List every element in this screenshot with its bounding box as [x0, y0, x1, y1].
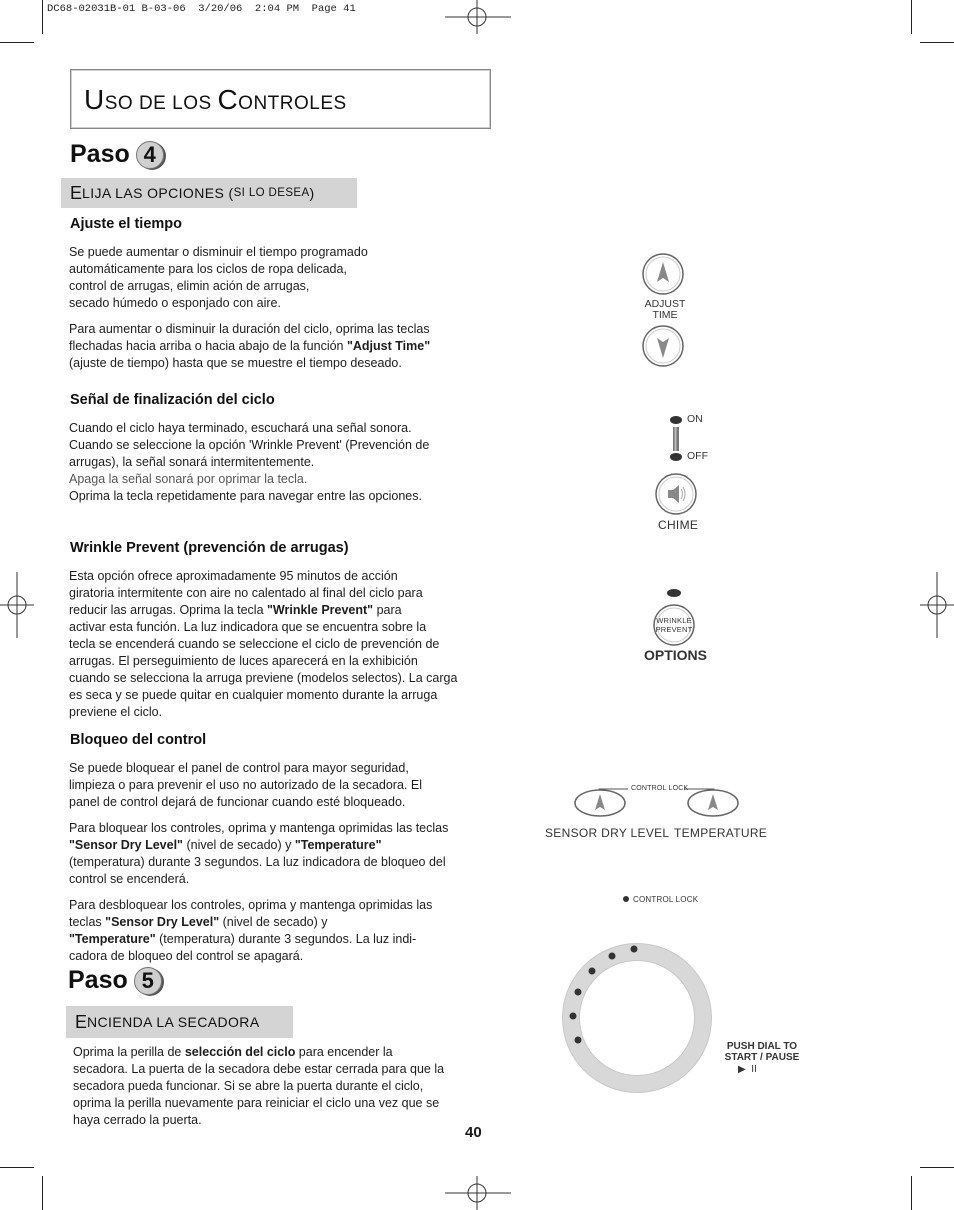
- heading-adjust-time: Ajuste el tiempo: [70, 216, 182, 232]
- push-dial-label: PUSH DIAL TO START / PAUSE: [724, 1041, 800, 1063]
- registration-mark-right: [920, 572, 954, 638]
- paragraph-wrinkle: Esta opción ofrece aproximadamente 95 minutos de acción giratoria intermitente con aire no calentado al final del ciclo para reducir las arrugas. Oprima la tecla "Wrinkle Prevent" para activar esta función. La luz indicadora que se encuentra sobre la tecla se encenderá cuando se seleccione el ciclo de prevención de arrugas. El perseguimiento de luces aparecerá en la exhibición cuando se selecciona la arruga previene (modelos selectos). La carga es seca y se puede quitar en cualquier momento durante la arruga previene el ciclo.: [69, 569, 458, 719]
- wrinkle-prevent-button-label: WRINKLE PREVENT: [655, 616, 693, 634]
- off-label: OFF: [687, 450, 708, 462]
- start-pause-icon: ▶ II: [738, 1064, 757, 1075]
- paragraph-signal: Cuando el ciclo haya terminado, escuchará una señal sonora. Cuando se seleccione la opción 'Wrinkle Prevent' (Prevención de arrugas), la señal sonará intermitentemente. Apaga la señal sonará por oprimar la tecla. Oprima la tecla repetidamente para navegar entre las opciones.: [69, 421, 430, 503]
- heading-end-signal: Señal de finalización del ciclo: [70, 392, 275, 408]
- cycle-selector-dial[interactable]: [562, 943, 712, 1093]
- paragraph-lock-2: Para bloquear los controles, oprima y mantenga oprimidas las teclas "Sensor Dry Level" (nivel de secado) y "Temperature" (temperatura) durante 3 segundos. La luz indicadora de bloqueo del control se encenderá.: [69, 821, 449, 886]
- control-lock-indicator-dot: [623, 896, 629, 902]
- step-number-badge: 4: [136, 141, 164, 169]
- registration-mark-bottom: [445, 1176, 511, 1210]
- registration-mark-left: [0, 572, 34, 638]
- sensor-dry-level-button[interactable]: [573, 788, 627, 818]
- sensor-dry-level-label: SENSOR DRY LEVEL: [545, 826, 670, 840]
- control-lock-bracket-label: CONTROL LOCK: [631, 785, 689, 792]
- crop-mark: [920, 1167, 954, 1168]
- step-4-heading: Paso 4: [70, 140, 164, 169]
- control-lock-indicator-label: CONTROL LOCK: [633, 895, 699, 904]
- wrinkle-prevent-indicator: [666, 588, 682, 598]
- crop-mark: [0, 42, 34, 43]
- crop-mark: [0, 1167, 34, 1168]
- chime-label: CHIME: [658, 518, 699, 532]
- crop-mark: [911, 0, 912, 34]
- temperature-button[interactable]: [686, 788, 740, 818]
- paragraph-lock-1: Se puede bloquear el panel de control para mayor seguridad, limpieza o para prevenir el uso no autorizado de la secadora. El panel de control dejará de funcionar cuando esté bloqueado.: [69, 761, 422, 809]
- chime-button[interactable]: [654, 472, 698, 516]
- on-label: ON: [687, 413, 703, 425]
- adjust-time-label: ADJUST TIME: [644, 298, 686, 321]
- heading-wrinkle-prevent: Wrinkle Prevent (prevención de arrugas): [70, 540, 349, 556]
- registration-mark-top: [445, 0, 511, 34]
- printer-slug: DC68-02031B-01 B-03-06 3/20/06 2:04 PM Page 41: [47, 3, 356, 15]
- crop-mark: [42, 0, 43, 34]
- page-number: 40: [465, 1124, 482, 1141]
- crop-mark: [42, 1176, 43, 1210]
- crop-mark: [911, 1176, 912, 1210]
- page-title: USO DE LOS CONTROLES: [84, 84, 347, 115]
- section-heading-options: E LIJA LAS OPCIONES ( SI LO DESEA ): [61, 178, 357, 208]
- adjust-time-up-button[interactable]: [641, 252, 685, 296]
- section-heading-start: E NCIENDA LA SECADORA: [66, 1006, 293, 1038]
- on-off-indicator: [664, 413, 688, 465]
- temperature-label: TEMPERATURE: [674, 826, 768, 840]
- paragraph-start: Oprima la perilla de selección del ciclo para encender la secadora. La puerta de la secadora debe estar cerrada para que la secadora pueda funcionar. Si se abre la puerta durante el ciclo, oprima la perilla nuevamente para reiniciar el ciclo una vez que se haya cerrado la puerta.: [73, 1045, 445, 1127]
- step-5-heading: Paso 5: [68, 966, 162, 995]
- adjust-time-down-button[interactable]: [641, 324, 685, 368]
- options-label: OPTIONS: [644, 647, 708, 663]
- paragraph-adjust-2: Para aumentar o disminuir la duración del ciclo, oprima las teclas flechadas hacia arriba o hacia abajo de la función "Adjust Time" (ajuste de tiempo) hasta que se muestre el tiempo deseado.: [69, 322, 431, 370]
- paragraph-adjust-1: Se puede aumentar o disminuir el tiempo programado automáticamente para los ciclos de ropa delicada, control de arrugas, elimin ación de arrugas, secado húmedo o esponjado con aire.: [69, 245, 368, 310]
- crop-mark: [920, 42, 954, 43]
- step-number-badge: 5: [134, 967, 162, 995]
- paragraph-lock-3: Para desbloquear los controles, oprima y mantenga oprimidas las teclas "Sensor Dry Level" (nivel de secado) y "Temperature" (temperatura) durante 3 segundos. La luz indi- cadora de bloqueo del control se apagará.: [69, 898, 433, 963]
- heading-control-lock: Bloqueo del control: [70, 732, 207, 748]
